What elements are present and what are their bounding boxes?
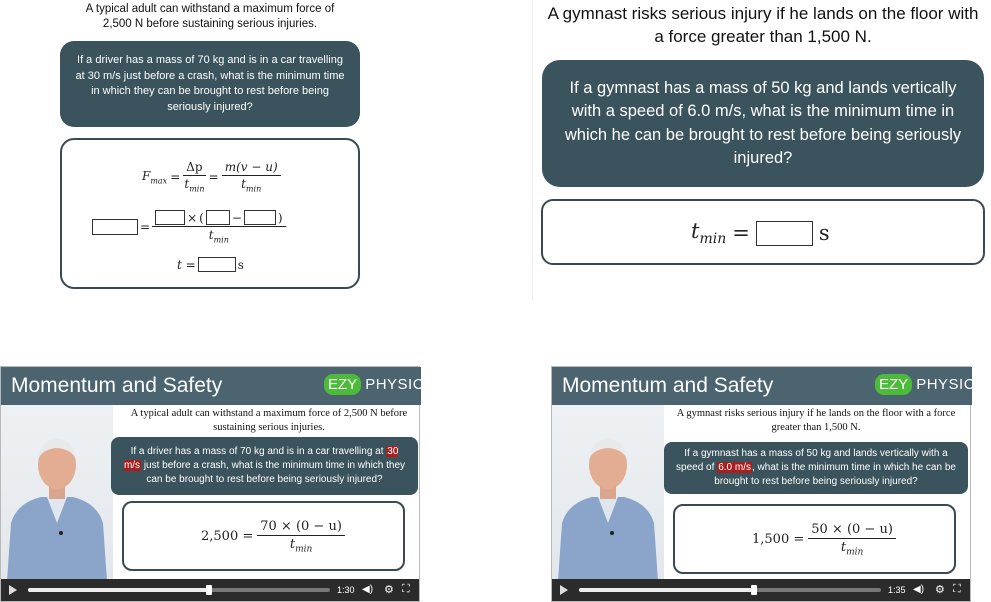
intro-text: A gymnast risks serious injury if he lands on the floor with a force greater than 1,500 N.	[547, 4, 979, 46]
question-box	[111, 437, 418, 495]
equation-frame	[122, 501, 405, 571]
question-text: If a driver has a mass of 70 kg and is in a car travelling at 30 m/s just before a crash, what is the minimum time in which they can be brought to rest before being seriously injured?	[75, 54, 345, 113]
time-display: 1:35	[888, 585, 906, 595]
question-text: If a driver has a mass of 70 kg and is in a car travelling at 30 m/s just before a crash, what is the minimum time in which they can be brought to rest before being seriously injured?	[123, 446, 406, 485]
presenter-video	[1, 405, 113, 579]
intro-text: A typical adult can withstand a maximum force of 2,500 N before sustaining serious injuries.	[85, 3, 335, 30]
equation-line: 2,500 = $\frac{70 \times (0 - u)}{t_{min}}$	[201, 519, 345, 555]
video-player-left[interactable]	[0, 366, 435, 602]
play-icon[interactable]	[560, 585, 568, 595]
force-answer-box[interactable]	[92, 219, 138, 235]
equation-line: 1,500 = $\frac{50 \times (0 - u)}{t_{min}}$	[752, 522, 896, 558]
equation-line-3: t = s	[177, 257, 244, 272]
mass-answer-box[interactable]	[155, 210, 185, 225]
slide-title: Momentum and Safety	[11, 374, 223, 397]
answer-frame	[541, 199, 985, 265]
final-velocity-answer-box[interactable]	[206, 210, 230, 225]
seek-bar[interactable]	[28, 588, 330, 592]
question-box	[60, 41, 360, 127]
speed-highlight: 30 m/s	[123, 446, 399, 471]
volume-icon[interactable]: ◀)	[362, 584, 374, 595]
time-display: 1:30	[337, 585, 355, 595]
gear-icon[interactable]: ⚙	[935, 584, 945, 596]
fullscreen-icon[interactable]: ⛶	[402, 583, 410, 595]
time-answer-box[interactable]	[756, 221, 813, 246]
seek-handle[interactable]	[206, 585, 212, 595]
speed-highlight: 6.0 m/s	[718, 462, 751, 473]
seek-bar[interactable]	[579, 588, 881, 592]
slide-title: Momentum and Safety	[562, 374, 774, 397]
gear-icon[interactable]: ⚙	[384, 584, 394, 596]
intro-text: A gymnast risks serious injury if he lands on the floor with a force greater than 1,500 N.	[676, 408, 956, 433]
brand-logo: EZY PHYSICS	[324, 374, 435, 395]
question-text: If a gymnast has a mass of 50 kg and lands vertically with a speed of 6.0 m/s, what is the minimum time in which he can be brought to rest before being seriously injured?	[676, 448, 956, 487]
question-text: If a gymnast has a mass of 50 kg and lands vertically with a speed of 6.0 m/s, what is the minimum time in which he can be brought to rest before being seriously injured?	[564, 78, 962, 167]
video-controls	[1, 579, 419, 601]
seek-progress	[28, 588, 209, 592]
equation-line-2: = × ( − ) $t_{min}$	[92, 210, 286, 244]
equation-frame	[60, 138, 360, 289]
initial-velocity-answer-box[interactable]	[244, 210, 276, 225]
intro-text: A typical adult can withstand a maximum force of 2,500 N before sustaining serious injuries.	[130, 408, 408, 433]
top-left-slide	[0, 0, 420, 300]
answer-line: $t_{min}$ = s	[691, 219, 830, 248]
question-box	[542, 60, 984, 187]
video-player-right[interactable]	[551, 366, 986, 602]
video-controls	[552, 579, 970, 601]
equation-line-1: $F_{max}$ = $\frac{\Delta p}{t_{min}}$ = $\frac{m(v - u)}{t_{min}}$	[142, 160, 281, 193]
fullscreen-icon[interactable]: ⛶	[953, 583, 961, 595]
presenter-video	[552, 405, 664, 579]
seek-handle[interactable]	[751, 585, 757, 595]
top-right-slide	[532, 0, 991, 300]
question-box	[664, 442, 968, 494]
volume-icon[interactable]: ◀)	[913, 584, 925, 595]
play-icon[interactable]	[9, 585, 17, 595]
time-answer-box[interactable]	[198, 257, 236, 272]
equation-frame	[673, 504, 956, 574]
brand-logo: EZY PHYSICS	[875, 374, 986, 395]
seek-progress	[579, 588, 754, 592]
